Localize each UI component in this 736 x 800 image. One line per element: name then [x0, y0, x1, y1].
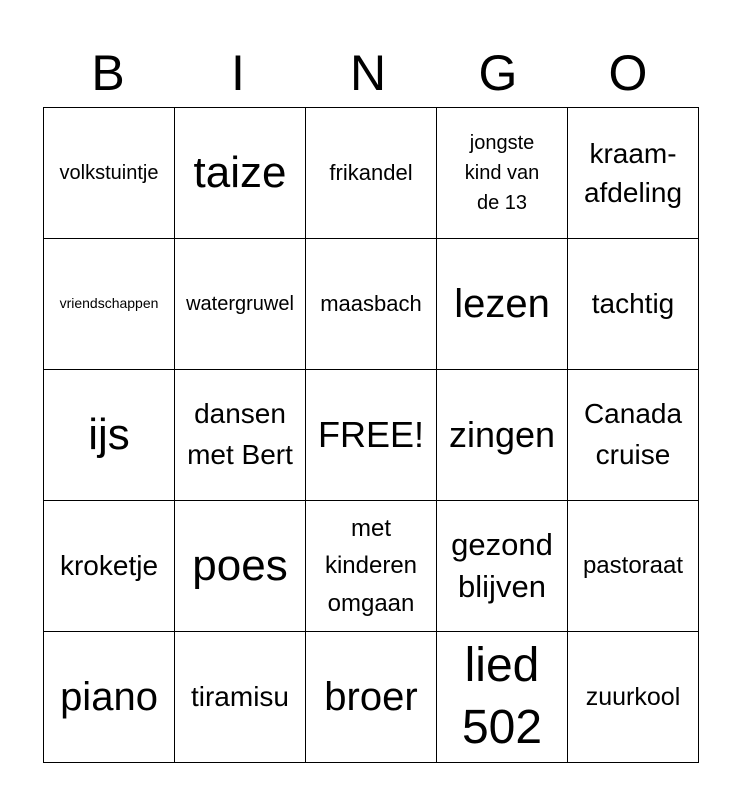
- bingo-row: [44, 632, 699, 763]
- bingo-cell-text: dansen met Bert: [187, 398, 293, 470]
- bingo-cell-text: tiramisu: [190, 681, 289, 713]
- bingo-cell[interactable]: [306, 501, 437, 632]
- bingo-cell[interactable]: [175, 108, 306, 239]
- bingo-cell-text: lezen: [454, 282, 550, 326]
- bingo-cell-text: pastoraat: [582, 552, 684, 580]
- bingo-cell[interactable]: [175, 632, 306, 763]
- bingo-cell[interactable]: [175, 239, 306, 370]
- header-letter-n: N: [349, 45, 387, 101]
- bingo-cell[interactable]: [44, 239, 175, 370]
- bingo-cell-text: zingen: [448, 414, 556, 456]
- header-letter-o: O: [608, 45, 648, 101]
- bingo-header: [43, 40, 693, 106]
- bingo-cell-text: lied 502: [461, 638, 543, 754]
- bingo-row: [44, 239, 699, 370]
- bingo-cell[interactable]: [306, 370, 437, 501]
- bingo-cell[interactable]: [437, 239, 568, 370]
- bingo-cell-text: Canada cruise: [583, 398, 683, 470]
- bingo-row: [44, 108, 699, 239]
- bingo-cell[interactable]: [568, 632, 699, 763]
- bingo-cell-text: tachtig: [591, 288, 675, 320]
- bingo-cell-text: maasbach: [320, 291, 422, 317]
- bingo-cell[interactable]: [568, 239, 699, 370]
- bingo-cell[interactable]: [437, 501, 568, 632]
- bingo-cell-text: poes: [192, 540, 288, 590]
- bingo-cell[interactable]: [44, 108, 175, 239]
- bingo-cell[interactable]: [44, 370, 175, 501]
- bingo-cell-text: volkstuintje: [59, 161, 159, 184]
- bingo-cell-text: piano: [60, 675, 158, 719]
- bingo-cell-text: gezond blijven: [451, 527, 553, 604]
- bingo-cell[interactable]: [306, 632, 437, 763]
- bingo-row: [44, 370, 699, 501]
- bingo-cell[interactable]: [44, 501, 175, 632]
- bingo-cell[interactable]: [437, 632, 568, 763]
- bingo-cell[interactable]: [306, 108, 437, 239]
- header-letter-b: B: [91, 45, 125, 101]
- bingo-cell[interactable]: [306, 239, 437, 370]
- bingo-cell-text: zuurkool: [585, 682, 681, 711]
- bingo-cell-text: broer: [324, 675, 418, 719]
- bingo-cell[interactable]: [568, 370, 699, 501]
- bingo-cell-text: ijs: [88, 409, 130, 459]
- bingo-cell[interactable]: [437, 108, 568, 239]
- header-letter-g: G: [478, 45, 518, 101]
- bingo-cell[interactable]: [437, 370, 568, 501]
- bingo-cell-text: kroketje: [59, 550, 159, 582]
- bingo-cell[interactable]: [568, 501, 699, 632]
- bingo-cell[interactable]: [175, 370, 306, 501]
- header-letter-i: I: [231, 45, 245, 101]
- bingo-cell-text: taize: [193, 147, 287, 197]
- bingo-cell-text: watergruwel: [186, 292, 294, 315]
- bingo-cell-text: vriendschappen: [59, 294, 159, 311]
- bingo-cell[interactable]: [568, 108, 699, 239]
- bingo-cell-text: frikandel: [329, 160, 413, 186]
- bingo-cell-text: kraam- afdeling: [583, 137, 683, 208]
- free-space: FREE!: [317, 414, 424, 456]
- bingo-grid: [43, 107, 699, 763]
- bingo-cell-text: jongste kind van de 13: [464, 132, 540, 214]
- bingo-cell[interactable]: [175, 501, 306, 632]
- bingo-row: [44, 501, 699, 632]
- bingo-cell-text: met kinderen omgaan: [324, 515, 418, 617]
- bingo-cell[interactable]: [44, 632, 175, 763]
